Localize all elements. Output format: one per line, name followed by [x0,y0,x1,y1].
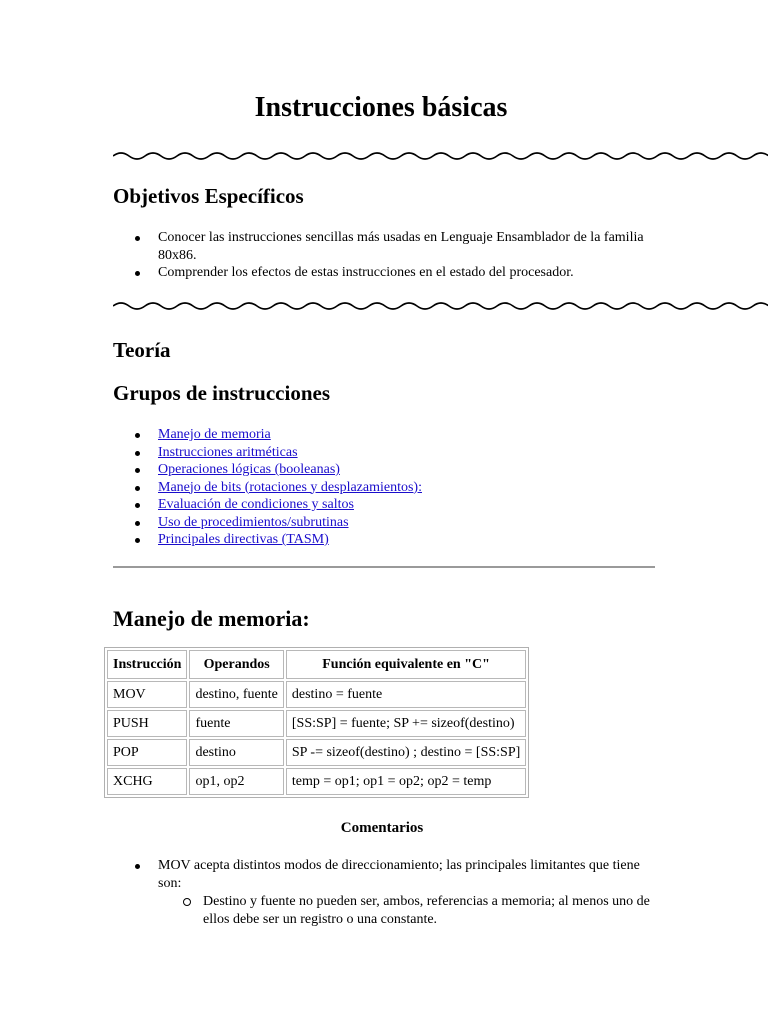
table-cell: MOV [107,681,187,708]
memory-table [104,647,529,798]
table-row [107,681,526,708]
link-procedimientos[interactable]: Uso de procedimientos/subrutinas [158,514,349,530]
list-item: Conocer las instrucciones sencillas más usadas en Lenguaje Ensamblador de la familia 80x86. [113,229,653,264]
table-cell: destino, fuente [189,681,283,708]
objectives-list [113,229,653,282]
column-header: Función equivalente en "C" [286,650,526,679]
link-saltos[interactable]: Evaluación de condiciones y saltos [158,497,354,512]
column-header: Instrucción [107,650,187,679]
table-cell: destino = fuente [286,681,526,708]
list-item: MOV acepta distintos modos de direccionamiento; las principales limitantes que tiene son: [113,857,653,893]
table-cell: SP -= sizeof(destino) ; destino = [SS:SP] [286,739,526,766]
table-row [107,768,526,795]
table-cell: fuente [189,710,283,737]
list-item [113,531,653,549]
table-cell: PUSH [107,710,187,737]
list-item [113,496,653,514]
table-cell: [SS:SP] = fuente; SP += sizeof(destino) [286,710,526,737]
table-cell: XCHG [107,768,187,795]
groups-link-list [113,426,653,549]
theory-heading: Teoría [113,338,171,362]
link-bits[interactable]: Manejo de bits (rotaciones y desplazamientos): [158,479,422,495]
table-row [107,739,526,766]
table-row [107,710,526,737]
table-cell: op1, op2 [189,768,283,795]
table-cell: destino [189,739,283,766]
table-cell: temp = op1; op1 = op2; op2 = temp [286,768,526,795]
list-item [113,514,653,532]
column-header: Operandos [189,650,283,679]
link-manejo-memoria[interactable]: Manejo de memoria [158,427,271,442]
objectives-heading: Objetivos Específicos [113,184,304,208]
list-item [113,426,653,444]
table-cell: POP [107,739,187,766]
link-aritmeticas[interactable]: Instrucciones aritméticas [158,444,298,460]
wavy-divider-top [113,149,768,163]
comments-heading: Comentarios [340,820,424,836]
table-header-row [107,650,526,679]
list-item [113,444,653,462]
list-item [113,479,653,497]
link-logicas[interactable]: Operaciones lógicas (booleanas) [158,462,340,477]
memory-heading: Manejo de memoria: [113,606,310,631]
horizontal-rule [113,566,655,568]
list-item: Comprender los efectos de estas instrucciones en el estado del procesador. [113,264,653,282]
sub-list-item: Destino y fuente no pueden ser, ambos, referencias a memoria; al menos uno de ellos debe ser un registro o una constante. [113,893,653,929]
comments-list [113,857,653,929]
link-directivas[interactable]: Principales directivas (TASM) [158,532,329,547]
page-title: Instrucciones básicas [254,92,508,123]
list-item [113,461,653,479]
groups-heading: Grupos de instrucciones [113,381,331,405]
wavy-divider-bottom [113,299,768,313]
